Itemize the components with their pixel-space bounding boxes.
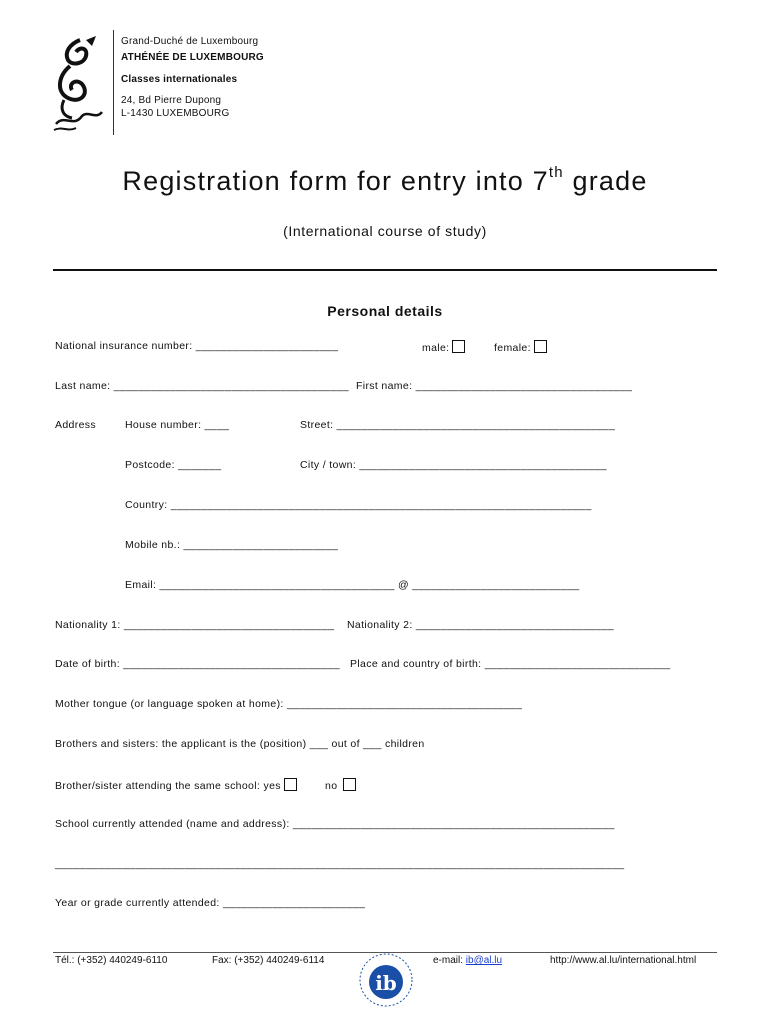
year-attended-field[interactable]: Year or grade currently attended: _______________________: [55, 897, 366, 909]
sibling-school-no-option[interactable]: no: [325, 778, 356, 792]
school-attended-field[interactable]: School currently attended (name and address): ____________________________________________________: [55, 818, 615, 830]
ib-logo-icon: [358, 952, 414, 1008]
nationality2-field[interactable]: Nationality 2: ________________________________: [347, 619, 614, 631]
school-logo-icon: [50, 36, 106, 134]
first-name-field[interactable]: First name: ___________________________________: [356, 380, 633, 392]
footer-tel: Tél.: (+352) 440249-6110: [55, 955, 168, 966]
last-name-field[interactable]: Last name: ______________________________________: [55, 380, 349, 392]
birth-place-field[interactable]: Place and country of birth: ______________________________: [350, 658, 671, 670]
female-checkbox[interactable]: [534, 340, 547, 353]
country-field[interactable]: Country: ____________________________________________________________________: [125, 499, 592, 511]
postcode-field[interactable]: Postcode: _______: [125, 459, 222, 471]
header-divider: [113, 30, 114, 135]
insurance-number-field[interactable]: National insurance number: _______________________: [55, 340, 339, 352]
male-checkbox[interactable]: [452, 340, 465, 353]
header-school: ATHÉNÉE DE LUXEMBOURG: [121, 52, 264, 63]
city-field[interactable]: City / town: ________________________________________: [300, 459, 607, 471]
header-address-line1: 24, Bd Pierre Dupong: [121, 95, 222, 106]
house-number-field[interactable]: House number: ____: [125, 419, 230, 431]
mobile-field[interactable]: Mobile nb.: _________________________: [125, 539, 339, 551]
svg-text:ib: ib: [375, 971, 397, 995]
header-country: Grand-Duché de Luxembourg: [121, 36, 259, 47]
sibling-school-yes-option[interactable]: Brother/sister attending the same school: yes: [55, 778, 297, 792]
sibling-yes-checkbox[interactable]: [284, 778, 297, 791]
sibling-no-checkbox[interactable]: [343, 778, 356, 791]
footer-email-link[interactable]: ib@al.lu: [465, 955, 503, 966]
female-option[interactable]: female:: [494, 340, 547, 354]
header-address-line2: L-1430 LUXEMBOURG: [121, 108, 230, 119]
section-heading: Personal details: [327, 303, 443, 319]
address-label: Address: [55, 419, 96, 431]
footer-url[interactable]: http://www.al.lu/international.html: [550, 955, 697, 966]
footer-email: e-mail: ib@al.lu: [433, 955, 503, 966]
page-title: Registration form for entry into 7th grade: [122, 164, 648, 196]
date-of-birth-field[interactable]: Date of birth: ___________________________________: [55, 658, 340, 670]
mother-tongue-field[interactable]: Mother tongue (or language spoken at home): ______________________________________: [55, 698, 523, 710]
school-attended-continuation[interactable]: ____________________________________________________________________________________________: [55, 858, 625, 870]
email-field[interactable]: Email: ______________________________________ @ ___________________________: [125, 579, 580, 591]
siblings-field[interactable]: Brothers and sisters: the applicant is the (position) ___ out of ___ children: [55, 738, 425, 750]
page-subtitle: (International course of study): [283, 223, 487, 239]
footer-fax: Fax: (+352) 440249-6114: [212, 955, 325, 966]
street-field[interactable]: Street: _____________________________________________: [300, 419, 616, 431]
nationality1-field[interactable]: Nationality 1: __________________________________: [55, 619, 335, 631]
header-department: Classes internationales: [121, 74, 238, 85]
male-option[interactable]: male:: [422, 340, 465, 354]
title-rule: [53, 269, 717, 271]
